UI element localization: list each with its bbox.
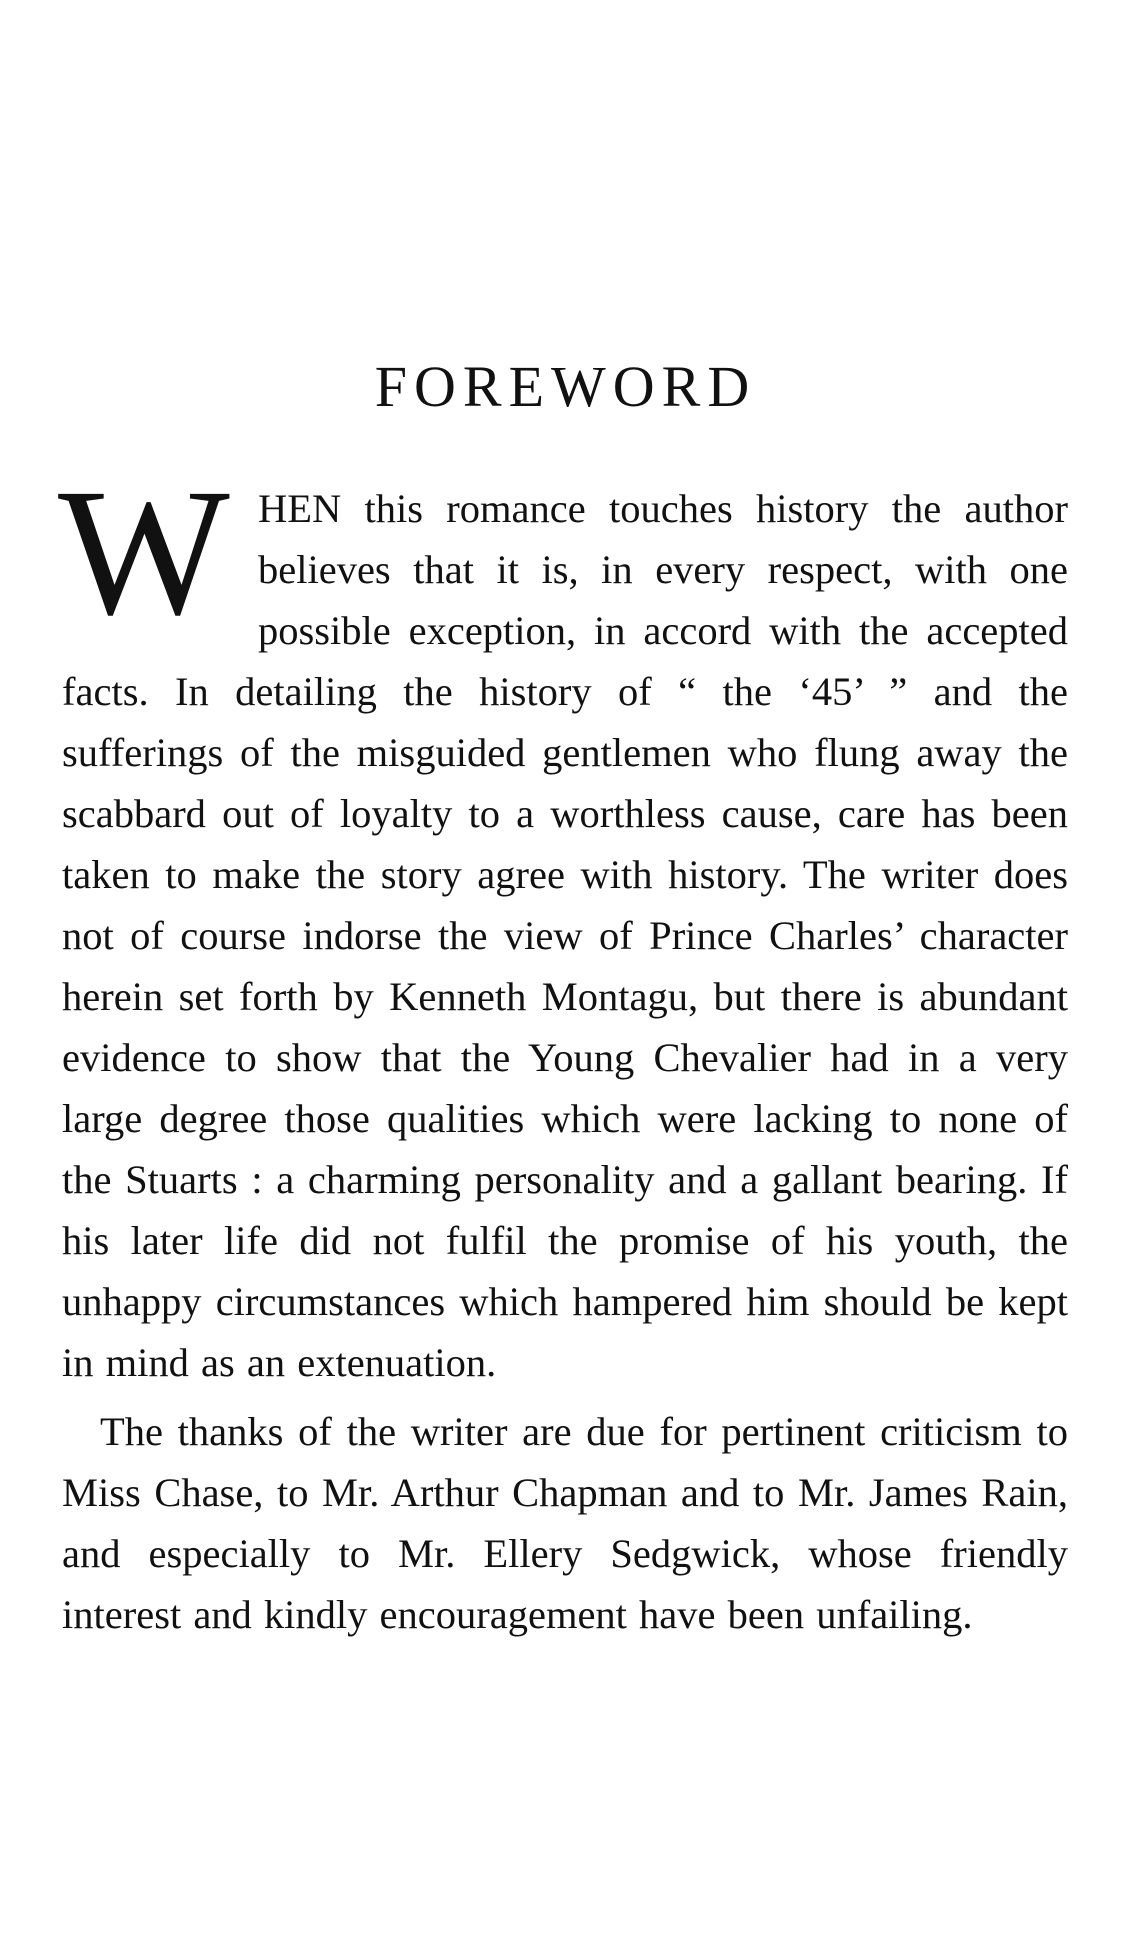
foreword-text (58, 452, 1068, 1645)
paragraph-1 (58, 452, 1068, 1393)
paragraph-2: The thanks of the writer are due for pertinent criticism to Miss Chase, to Mr. Arthur Chapman and to Mr. James Rain, and especially to Mr. Ellery Sedgwick, whose friendly interest and kindly encouragement have been unfailing. (62, 1409, 1068, 1637)
page-title: FOREWORD (374, 354, 757, 419)
drop-cap: W (58, 452, 230, 653)
paragraph-1-text: HEN this romance touches history the author believes that it is, in every respect, with one possible exception, in accord with the accepted facts. In detailing the history of “ the ‘45’ ” and the sufferings of the misguided gentlemen who flung away the scabbard out of loyalty to a worthless cause, care has been taken to make the story agree with history. The writer does not of course indorse the view of Prince Charles’ character herein set forth by Kenneth Montagu, but there is abundant evidence to show that the Young Chevalier had in a very large degree those qualities which were lacking to none of the Stuarts : a charming personality and a gallant bearing. If his later life did not fulfil the promise of his youth, the unhappy circumstances which hampered him should be kept in mind as an extenuation. (62, 486, 1068, 1385)
